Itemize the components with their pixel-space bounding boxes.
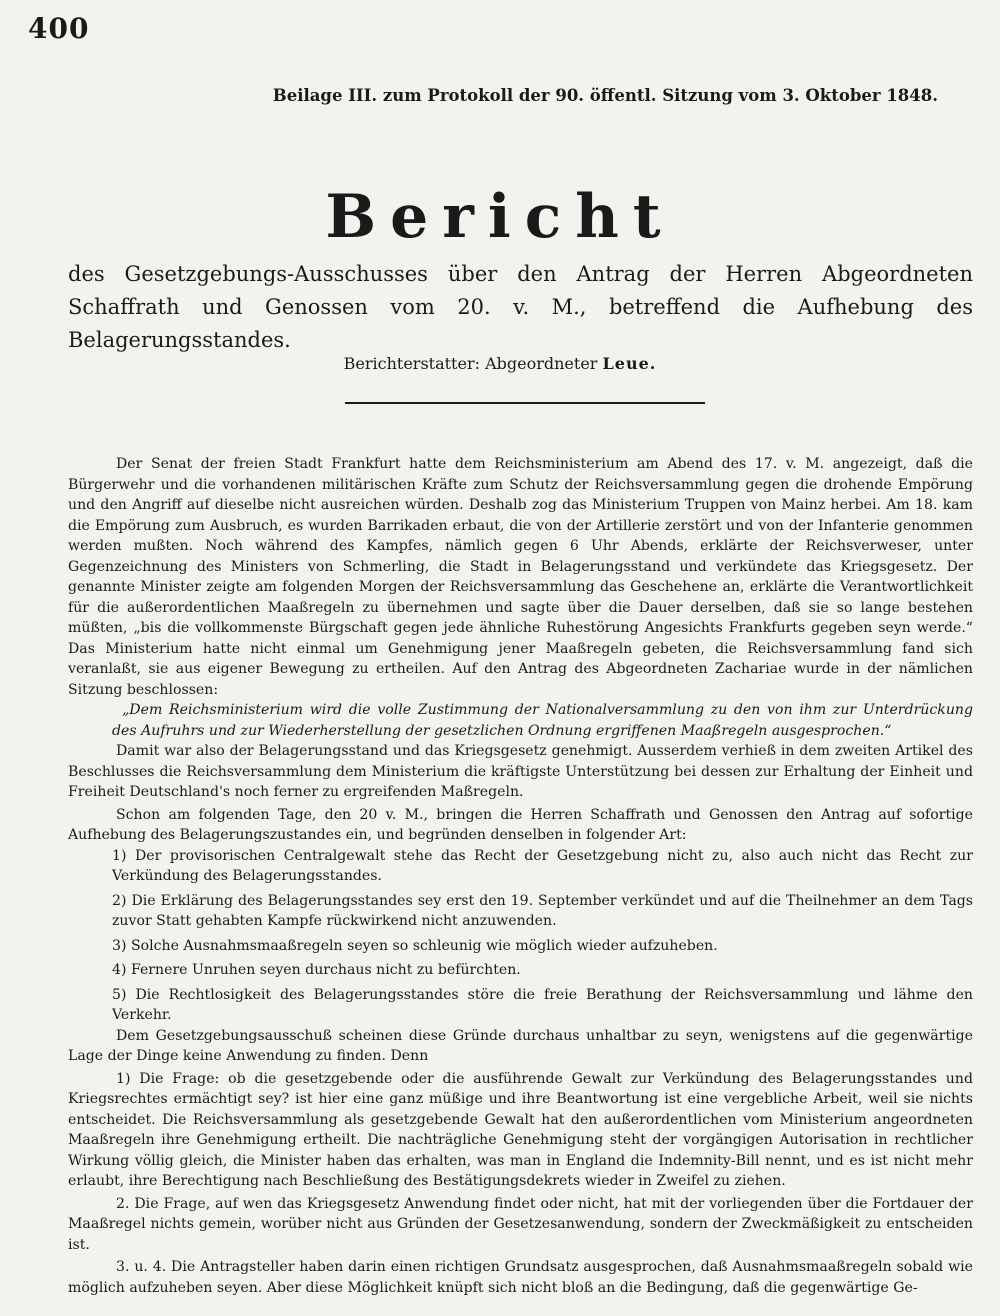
reporter-line <box>0 354 1000 373</box>
paragraph-reply-3-4: 3. u. 4. Die Antragsteller haben darin einen richtigen Grundsatz ausgesprochen, daß Ausnahmsmaaßregeln sobald wie möglich aufzuheben seyen. Aber diese Möglichkeit knüpft sich nicht bloß an die Bedingung, daß die gegenwärtige Ge- <box>68 1259 973 1296</box>
motion-point-3: 3) Solche Ausnahmsmaaßregeln seyen so schleunig wie möglich wieder aufzuheben. <box>112 937 718 954</box>
motion-point-2: 2) Die Erklärung des Belagerungsstandes sey erst den 19. September verkündet und auf die Theilnehmer an dem Tags zuvor Statt gehabten Kampfe rückwirkend nicht anzuwenden. <box>112 892 973 929</box>
report-subtitle: des Gesetzgebungs-Ausschusses über den Antrag der Herren Abgeordneten Schaffrath und Genossen vom 20. v. M., betreffend die Aufhebung des Belagerungsstandes. <box>68 262 973 352</box>
paragraph-motion: Schon am folgenden Tage, den 20 v. M., bringen die Herren Schaffrath und Genossen den Antrag auf sofortige Aufhebung des Belagerungszustandes ein, und begründen denselben in folgender Art: <box>68 806 973 843</box>
paragraph-approval: Damit war also der Belagerungsstand und das Kriegsgesetz genehmigt. Ausserdem verhieß in dem zweiten Artikel des Beschlusses die Reichsversammlung dem Ministerium die kräftigste Unterstützung bei dessen zur Erhaltung der Einheit und Freiheit Deutschland's noch ferner zu ergreifenden Maßregeln. <box>68 743 973 800</box>
motion-point-1: 1) Der provisorischen Centralgewalt stehe das Recht der Gesetzgebung nicht zu, also auch nicht das Recht zur Verkündung des Belagerungsstandes. <box>112 847 973 884</box>
resolution-quote: „Dem Reichsministerium wird die volle Zustimmung der Nationalversammlung zu den von ihm zur Unterdrückung des Aufruhrs und zur Wiederherstellung der gesetzlichen Ordnung ergriffenen Maaßregeln ausgesprochen.“ <box>112 702 973 739</box>
motion-point-5: 5) Die Rechtlosigkeit des Belagerungsstandes störe die freie Berathung der Reichsversammlung und lähme den Verkehr. <box>112 986 973 1023</box>
motion-point-4: 4) Fernere Unruhen seyen durchaus nicht zu befürchten. <box>112 962 521 978</box>
paragraph-reply-2: 2. Die Frage, auf wen das Kriegsgesetz Anwendung findet oder nicht, hat mit der vorliegenden über die Fortdauer der Maaßregel nichts gemein, worüber nicht aus Gründen der Gesetzesanwendung, sondern der Zweckmäßigkeit zu entscheiden ist. <box>68 1195 973 1253</box>
paragraph-intro: Der Senat der freien Stadt Frankfurt hatte dem Reichsministerium am Abend des 17. v. M. angezeigt, daß die Bürgerwehr und die vorhandenen militärischen Kräfte zum Schutz der Reichsversammlung gegen die drohende Empörung und den Angriff auf dieselbe nicht ausreichen würden. Deshalb zog das Ministerium Truppen von Mainz herbei. Am 18. kam die Empörung zum Ausbruch, es wurden Barrikaden erbaut, die von der Artillerie zerstört und von der Infanterie genommen werden mußten. Noch während des Kampfes, nämlich gegen 6 Uhr Abends, erklärte der Reichsverweser, unter Gegenzeichnung des Ministers von Schmerling, die Stadt in Belagerungsstand und verkündete das Kriegsgesetz. Der genannte Minister zeigte am folgenden Morgen der Reichsversammlung das Geschehene an, erklärte die Verantwortlichkeit für die außerordentlichen Maaßregeln zu übernehmen und sagte über die Dauer derselben, daß sie so lange bestehen müßten, „bis die vollkommenste Bürgschaft gegen jede ähnliche Ruhestörung Angesichts Frankfurts gegeben seyn werde.“ Das Ministerium hatte nicht einmal um Genehmigung jener Maaßregeln gebeten, die Reichsversammlung fand sich veranlaßt, sie aus eigener Bewegung zu ertheilen. Auf den Antrag des Abgeordneten Zachariae wurde in der nämlichen Sitzung beschlossen: <box>68 456 973 698</box>
page-number: 400 <box>28 12 90 45</box>
paragraph-reply-1: 1) Die Frage: ob die gesetzgebende oder die ausführende Gewalt zur Verkündung des Belagerungsstandes und Kriegsrechtes ermächtigt sey? ist hier eine ganz müßige und ihre Beantwortung ist eine vergebliche Arbeit, weil sie nichts entscheidet. Die Reichsversammlung als gesetzgebende Gewalt hat den außerordentlichen vom Ministerium angeordneten Maaßregeln ihre Genehmigung ertheilt. Die nachträgliche Genehmigung steht der vorgängigen Autorisation in rechtlicher Wirkung völlig gleich, die Minister haben das erhalten, was man in England die Indemnity-Bill nennt, und es ist nicht mehr erlaubt, ihre Berechtigung nach Beschließung des Bestätigungsdekrets wieder in Zweifel zu ziehen. <box>68 1070 973 1189</box>
paragraph-committee: Dem Gesetzgebungsausschuß scheinen diese Gründe durchaus unhaltbar zu seyn, wenigstens auf die gegenwärtige Lage der Dinge keine Anwendung zu finden. Denn <box>68 1027 973 1064</box>
reporter-name: Leue. <box>602 354 657 373</box>
report-title: Bericht <box>325 182 675 252</box>
supplement-heading: Beilage III. zum Protokoll der 90. öffentl. Sitzung vom 3. Oktober 1848. <box>272 86 938 105</box>
section-divider <box>345 402 705 404</box>
reporter-label: Berichterstatter: Abgeordneter <box>343 354 598 373</box>
report-body <box>68 454 973 1298</box>
